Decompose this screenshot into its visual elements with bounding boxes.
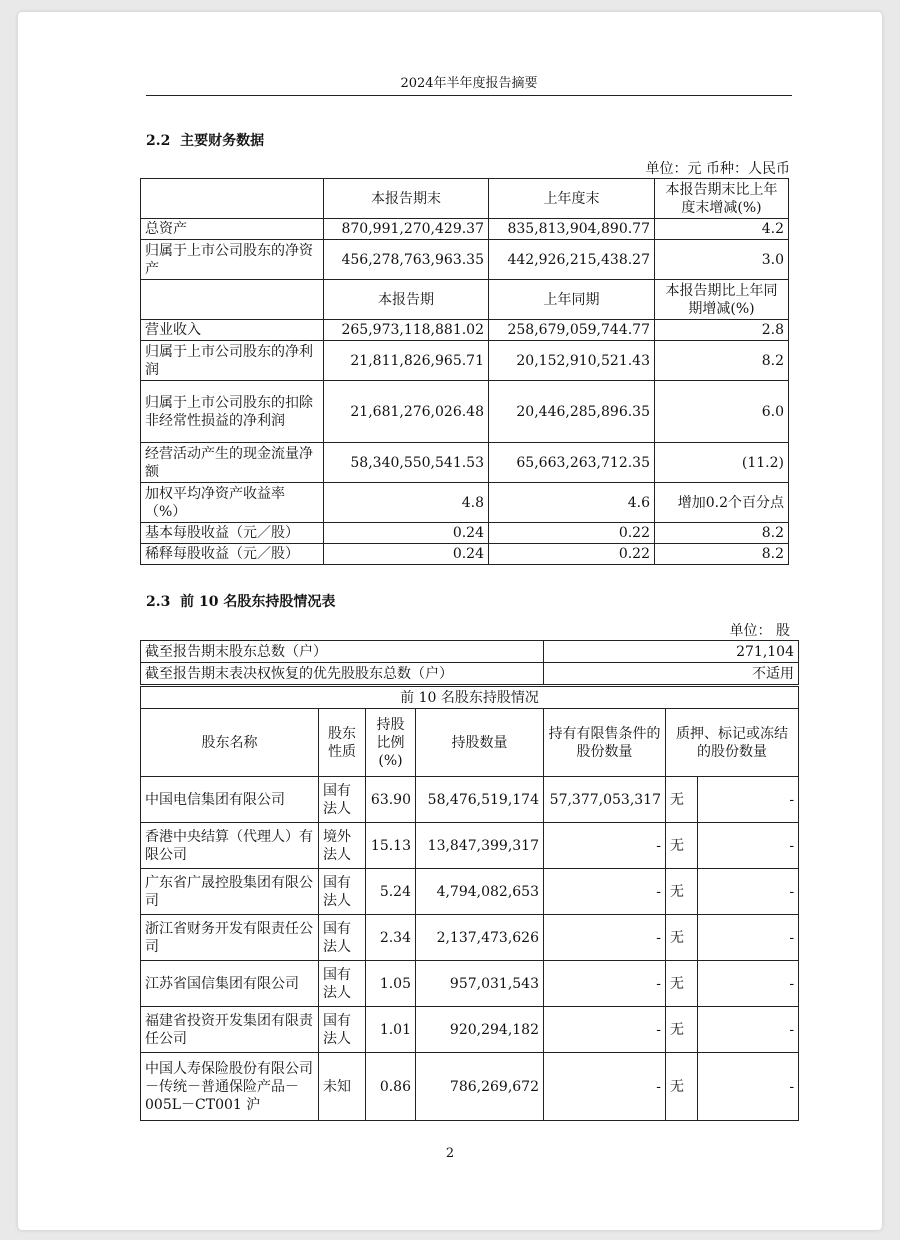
holding-ratio: 63.90 (366, 777, 416, 823)
row-label: 归属于上市公司股东的扣除非经常性损益的净利润 (141, 381, 324, 443)
pledge-status: 无 (666, 961, 698, 1007)
shareholder-nature: 国有法人 (319, 1007, 366, 1053)
holding-ratio: 15.13 (366, 823, 416, 869)
shareholder-nature: 国有法人 (319, 869, 366, 915)
table-row (141, 381, 789, 443)
row-label: 经营活动产生的现金流量净额 (141, 443, 324, 483)
financial-data-table (140, 178, 789, 565)
table-row (141, 483, 789, 523)
value-cell: 271,104 (544, 641, 799, 663)
value-cell: 0.22 (489, 544, 655, 565)
shareholder-name: 福建省投资开发集团有限责任公司 (141, 1007, 319, 1053)
pledge-status: 无 (666, 1053, 698, 1121)
value-cell: 4.2 (655, 219, 789, 240)
value-cell: 835,813,904,890.77 (489, 219, 655, 240)
restricted-shares: - (544, 1053, 666, 1121)
pledge-status: 无 (666, 915, 698, 961)
table-header-row (141, 709, 799, 777)
holding-ratio: 1.05 (366, 961, 416, 1007)
shareholder-nature: 境外法人 (319, 823, 366, 869)
section-title: 前 10 名股东持股情况表 (180, 594, 336, 610)
top-shareholders-table (140, 686, 799, 1121)
value-cell: 265,973,118,881.02 (324, 320, 489, 341)
value-cell: 增加0.2个百分点 (655, 483, 789, 523)
row-label: 截至报告期末表决权恢复的优先股股东总数（户） (141, 663, 544, 685)
table-row (141, 869, 799, 915)
value-cell: 65,663,263,712.35 (489, 443, 655, 483)
pledged-shares: - (698, 869, 799, 915)
header-cell: 本报告期末 (324, 179, 489, 219)
blank-header-cell (141, 179, 324, 219)
section-title: 主要财务数据 (180, 133, 265, 149)
table-row (141, 341, 789, 381)
shareholder-nature: 国有法人 (319, 777, 366, 823)
table-row (141, 219, 789, 240)
header-cell: 持有有限售条件的股份数量 (544, 709, 666, 777)
page-header: 2024年半年度报告摘要 (146, 72, 792, 96)
section-number: 2.3 (146, 594, 171, 610)
value-cell: 0.22 (489, 523, 655, 544)
table-row (141, 823, 799, 869)
table-row (141, 1053, 799, 1121)
row-label: 基本每股收益（元／股） (141, 523, 324, 544)
table-row (141, 544, 789, 565)
holding-ratio: 5.24 (366, 869, 416, 915)
restricted-shares: - (544, 915, 666, 961)
value-cell: 258,679,059,744.77 (489, 320, 655, 341)
holding-quantity: 4,794,082,653 (416, 869, 544, 915)
value-cell: (11.2) (655, 443, 789, 483)
restricted-shares: 57,377,053,317 (544, 777, 666, 823)
shareholder-summary-table (140, 640, 799, 685)
shareholder-name: 浙江省财务开发有限责任公司 (141, 915, 319, 961)
pledged-shares: - (698, 915, 799, 961)
header-cell: 本报告期末比上年度末增减(%) (655, 179, 789, 219)
header-cell: 本报告期比上年同期增减(%) (655, 280, 789, 320)
pledged-shares: - (698, 777, 799, 823)
shareholder-name: 中国电信集团有限公司 (141, 777, 319, 823)
row-label: 稀释每股收益（元／股） (141, 544, 324, 565)
restricted-shares: - (544, 823, 666, 869)
value-cell: 21,681,276,026.48 (324, 381, 489, 443)
shareholder-nature: 国有法人 (319, 961, 366, 1007)
header-cell: 股东名称 (141, 709, 319, 777)
value-cell: 456,278,763,963.35 (324, 240, 489, 280)
value-cell: 8.2 (655, 341, 789, 381)
page-number: 2 (445, 1146, 455, 1161)
row-label: 归属于上市公司股东的净利润 (141, 341, 324, 381)
section-number: 2.2 (146, 133, 171, 149)
header-cell: 持股比例(%) (366, 709, 416, 777)
shareholder-name: 中国人寿保险股份有限公司－传统－普通保险产品－005L－CT001 沪 (141, 1053, 319, 1121)
value-cell: 20,446,285,896.35 (489, 381, 655, 443)
restricted-shares: - (544, 869, 666, 915)
pledged-shares: - (698, 823, 799, 869)
table-row (141, 777, 799, 823)
pledge-status: 无 (666, 823, 698, 869)
table-row (141, 523, 789, 544)
holding-quantity: 920,294,182 (416, 1007, 544, 1053)
table-header-row (141, 179, 789, 219)
value-cell: 3.0 (655, 240, 789, 280)
header-cell: 持股数量 (416, 709, 544, 777)
value-cell: 不适用 (544, 663, 799, 685)
table-row (141, 663, 799, 685)
header-cell: 股东性质 (319, 709, 366, 777)
row-label: 总资产 (141, 219, 324, 240)
holding-quantity: 13,847,399,317 (416, 823, 544, 869)
pledged-shares: - (698, 961, 799, 1007)
table-row (141, 443, 789, 483)
shareholder-name: 香港中央结算（代理人）有限公司 (141, 823, 319, 869)
restricted-shares: - (544, 1007, 666, 1053)
value-cell: 20,152,910,521.43 (489, 341, 655, 381)
table-header-row (141, 280, 789, 320)
header-cell: 上年同期 (489, 280, 655, 320)
shareholder-nature: 国有法人 (319, 915, 366, 961)
table-row (141, 1007, 799, 1053)
value-cell: 0.24 (324, 523, 489, 544)
shareholder-nature: 未知 (319, 1053, 366, 1121)
section-2-3-title (146, 591, 335, 611)
row-label: 归属于上市公司股东的净资产 (141, 240, 324, 280)
value-cell: 4.8 (324, 483, 489, 523)
table-row (141, 915, 799, 961)
value-cell: 6.0 (655, 381, 789, 443)
row-label: 营业收入 (141, 320, 324, 341)
row-label: 加权平均净资产收益率（%） (141, 483, 324, 523)
holding-ratio: 0.86 (366, 1053, 416, 1121)
table-row (141, 240, 789, 280)
pledge-status: 无 (666, 869, 698, 915)
blank-header-cell (141, 280, 324, 320)
table-subtitle-row (141, 687, 799, 709)
currency-unit-note: 单位：元 币种：人民币 (645, 161, 790, 177)
shareholder-name: 广东省广晟控股集团有限公司 (141, 869, 319, 915)
table-row (141, 320, 789, 341)
share-unit-note: 单位： 股 (729, 623, 790, 639)
value-cell: 8.2 (655, 544, 789, 565)
header-cell: 上年度末 (489, 179, 655, 219)
value-cell: 870,991,270,429.37 (324, 219, 489, 240)
restricted-shares: - (544, 961, 666, 1007)
holding-quantity: 957,031,543 (416, 961, 544, 1007)
pledge-status: 无 (666, 777, 698, 823)
shareholder-name: 江苏省国信集团有限公司 (141, 961, 319, 1007)
value-cell: 442,926,215,438.27 (489, 240, 655, 280)
value-cell: 21,811,826,965.71 (324, 341, 489, 381)
row-label: 截至报告期末股东总数（户） (141, 641, 544, 663)
value-cell: 4.6 (489, 483, 655, 523)
value-cell: 8.2 (655, 523, 789, 544)
table-row (141, 641, 799, 663)
holding-ratio: 1.01 (366, 1007, 416, 1053)
holding-ratio: 2.34 (366, 915, 416, 961)
table-subtitle: 前 10 名股东持股情况 (141, 687, 799, 709)
header-cell: 质押、标记或冻结的股份数量 (666, 709, 799, 777)
pledged-shares: - (698, 1007, 799, 1053)
value-cell: 58,340,550,541.53 (324, 443, 489, 483)
holding-quantity: 58,476,519,174 (416, 777, 544, 823)
pledged-shares: - (698, 1053, 799, 1121)
section-2-2-title (146, 130, 264, 150)
value-cell: 2.8 (655, 320, 789, 341)
table-row (141, 961, 799, 1007)
value-cell: 0.24 (324, 544, 489, 565)
header-cell: 本报告期 (324, 280, 489, 320)
holding-quantity: 2,137,473,626 (416, 915, 544, 961)
holding-quantity: 786,269,672 (416, 1053, 544, 1121)
pledge-status: 无 (666, 1007, 698, 1053)
